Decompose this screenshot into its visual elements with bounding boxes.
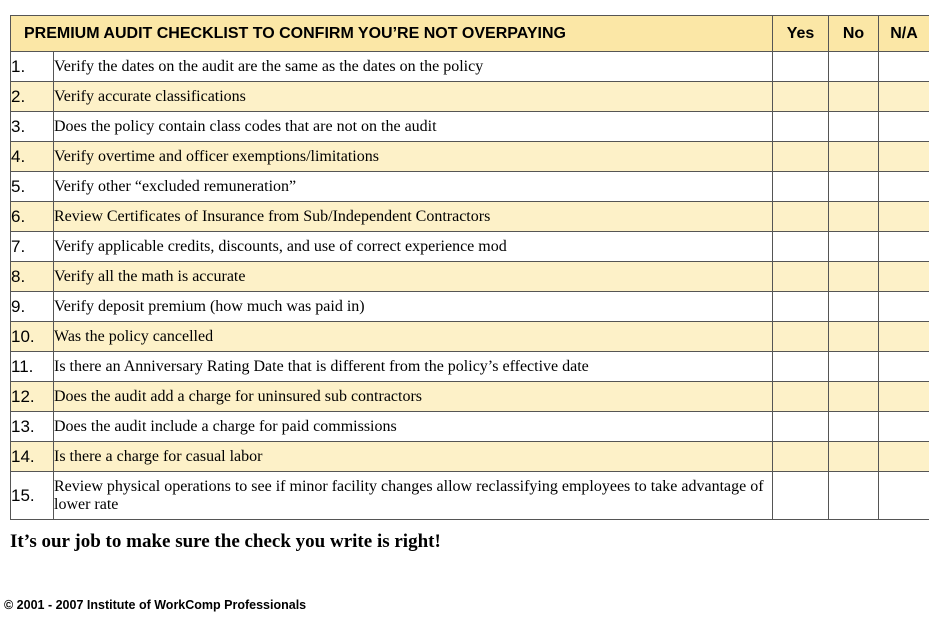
item-text: Is there an Anniversary Rating Date that is different from the policy’s effective date — [54, 352, 773, 382]
na-checkbox-cell[interactable] — [879, 82, 929, 112]
na-checkbox-cell[interactable] — [879, 262, 929, 292]
copyright-notice: © 2001 - 2007 Institute of WorkComp Professionals — [4, 598, 307, 612]
yes-checkbox-cell[interactable] — [773, 52, 829, 82]
item-number: 3. — [11, 112, 54, 142]
column-header-no: No — [829, 16, 879, 52]
item-number: 1. — [11, 52, 54, 82]
item-number: 9. — [11, 292, 54, 322]
yes-checkbox-cell[interactable] — [773, 412, 829, 442]
table-row — [11, 322, 929, 352]
na-checkbox-cell[interactable] — [879, 442, 929, 472]
item-text: Does the audit add a charge for uninsured sub contractors — [54, 382, 773, 412]
table-row — [11, 142, 929, 172]
no-checkbox-cell[interactable] — [829, 262, 879, 292]
na-checkbox-cell[interactable] — [879, 412, 929, 442]
item-text: Is there a charge for casual labor — [54, 442, 773, 472]
table-row — [11, 442, 929, 472]
no-checkbox-cell[interactable] — [829, 352, 879, 382]
na-checkbox-cell[interactable] — [879, 52, 929, 82]
yes-checkbox-cell[interactable] — [773, 112, 829, 142]
table-row — [11, 172, 929, 202]
table-row — [11, 232, 929, 262]
na-checkbox-cell[interactable] — [879, 232, 929, 262]
item-number: 2. — [11, 82, 54, 112]
no-checkbox-cell[interactable] — [829, 232, 879, 262]
table-row — [11, 352, 929, 382]
table-row — [11, 472, 929, 520]
checklist-title: PREMIUM AUDIT CHECKLIST TO CONFIRM YOU’RE NOT OVERPAYING — [11, 16, 773, 52]
yes-checkbox-cell[interactable] — [773, 442, 829, 472]
item-text: Was the policy cancelled — [54, 322, 773, 352]
na-checkbox-cell[interactable] — [879, 202, 929, 232]
column-header-yes: Yes — [773, 16, 829, 52]
yes-checkbox-cell[interactable] — [773, 472, 829, 520]
table-row — [11, 112, 929, 142]
yes-checkbox-cell[interactable] — [773, 172, 829, 202]
yes-checkbox-cell[interactable] — [773, 352, 829, 382]
table-row — [11, 292, 929, 322]
no-checkbox-cell[interactable] — [829, 112, 879, 142]
header-row — [11, 16, 929, 52]
na-checkbox-cell[interactable] — [879, 142, 929, 172]
item-text: Does the audit include a charge for paid commissions — [54, 412, 773, 442]
yes-checkbox-cell[interactable] — [773, 232, 829, 262]
na-checkbox-cell[interactable] — [879, 172, 929, 202]
no-checkbox-cell[interactable] — [829, 202, 879, 232]
yes-checkbox-cell[interactable] — [773, 292, 829, 322]
item-number: 15. — [11, 472, 54, 520]
na-checkbox-cell[interactable] — [879, 322, 929, 352]
na-checkbox-cell[interactable] — [879, 112, 929, 142]
item-text: Verify the dates on the audit are the same as the dates on the policy — [54, 52, 773, 82]
item-text: Review Certificates of Insurance from Sub/Independent Contractors — [54, 202, 773, 232]
yes-checkbox-cell[interactable] — [773, 322, 829, 352]
item-text: Verify applicable credits, discounts, and use of correct experience mod — [54, 232, 773, 262]
item-number: 7. — [11, 232, 54, 262]
item-number: 6. — [11, 202, 54, 232]
table-row — [11, 412, 929, 442]
yes-checkbox-cell[interactable] — [773, 382, 829, 412]
column-header-na: N/A — [879, 16, 929, 52]
no-checkbox-cell[interactable] — [829, 442, 879, 472]
item-number: 13. — [11, 412, 54, 442]
yes-checkbox-cell[interactable] — [773, 82, 829, 112]
no-checkbox-cell[interactable] — [829, 172, 879, 202]
na-checkbox-cell[interactable] — [879, 472, 929, 520]
item-number: 4. — [11, 142, 54, 172]
yes-checkbox-cell[interactable] — [773, 262, 829, 292]
na-checkbox-cell[interactable] — [879, 382, 929, 412]
table-row — [11, 202, 929, 232]
no-checkbox-cell[interactable] — [829, 472, 879, 520]
table-row — [11, 52, 929, 82]
no-checkbox-cell[interactable] — [829, 292, 879, 322]
no-checkbox-cell[interactable] — [829, 322, 879, 352]
table-row — [11, 382, 929, 412]
item-number: 11. — [11, 352, 54, 382]
na-checkbox-cell[interactable] — [879, 292, 929, 322]
no-checkbox-cell[interactable] — [829, 82, 879, 112]
no-checkbox-cell[interactable] — [829, 142, 879, 172]
item-text: Verify other “excluded remuneration” — [54, 172, 773, 202]
yes-checkbox-cell[interactable] — [773, 142, 829, 172]
item-number: 8. — [11, 262, 54, 292]
item-number: 5. — [11, 172, 54, 202]
item-text: Review physical operations to see if minor facility changes allow reclassifying employees to take advantage of lower rate — [54, 472, 773, 520]
audit-checklist-table — [10, 15, 929, 520]
no-checkbox-cell[interactable] — [829, 52, 879, 82]
table-row — [11, 82, 929, 112]
yes-checkbox-cell[interactable] — [773, 202, 829, 232]
table-row — [11, 262, 929, 292]
item-text: Does the policy contain class codes that are not on the audit — [54, 112, 773, 142]
item-number: 14. — [11, 442, 54, 472]
item-number: 12. — [11, 382, 54, 412]
item-text: Verify deposit premium (how much was paid in) — [54, 292, 773, 322]
item-text: Verify overtime and officer exemptions/limitations — [54, 142, 773, 172]
item-text: Verify all the math is accurate — [54, 262, 773, 292]
na-checkbox-cell[interactable] — [879, 352, 929, 382]
item-number: 10. — [11, 322, 54, 352]
item-text: Verify accurate classifications — [54, 82, 773, 112]
tagline: It’s our job to make sure the check you write is right! — [10, 531, 441, 552]
no-checkbox-cell[interactable] — [829, 382, 879, 412]
no-checkbox-cell[interactable] — [829, 412, 879, 442]
